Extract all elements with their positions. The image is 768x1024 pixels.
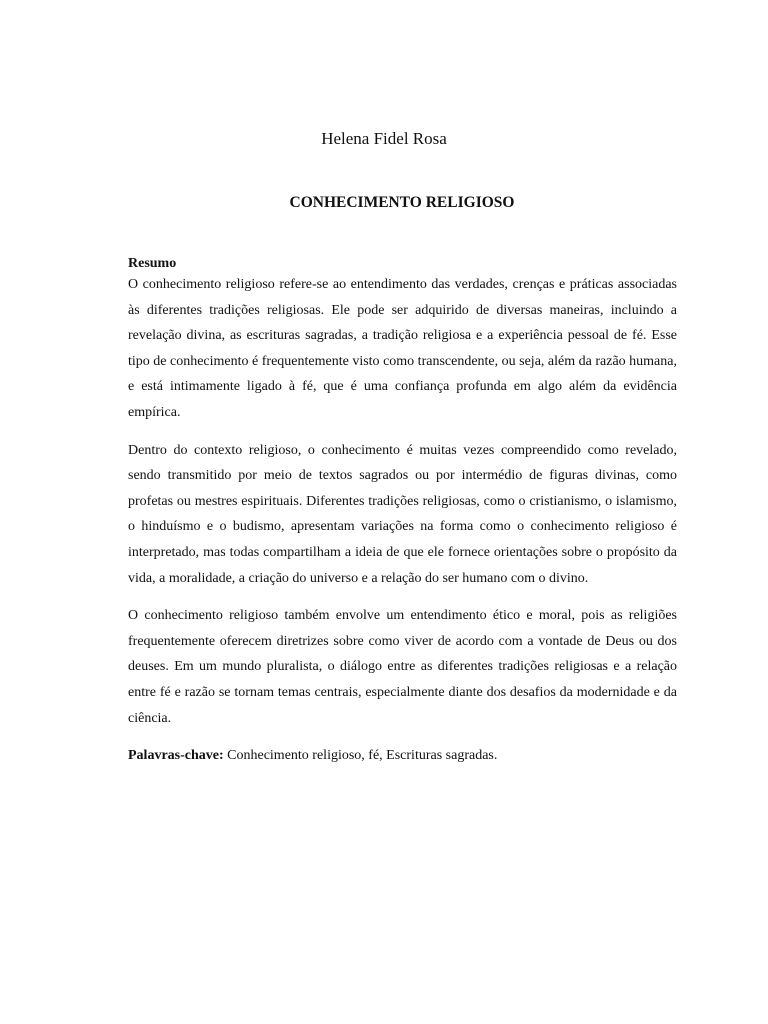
document-title: CONHECIMENTO RELIGIOSO xyxy=(289,194,515,211)
keywords-label: Palavras-chave: xyxy=(128,748,224,764)
author-name: Helena Fidel Rosa xyxy=(321,129,447,148)
keywords-text: Conhecimento religioso, fé, Escrituras sagradas. xyxy=(223,748,498,764)
abstract-section xyxy=(128,256,677,781)
keywords-line xyxy=(128,743,677,769)
abstract-heading: Resumo xyxy=(128,256,177,271)
abstract-paragraph-1: O conhecimento religioso refere-se ao entendimento das verdades, crenças e práticas associadas às diferentes tradições religiosas. Ele pode ser adquirido de diversas maneiras, incluindo a revelação divina, as escrituras sagradas, a tradição religiosa e a experiência pessoal de fé. Esse tipo de conhecimento é frequentemente visto como transcendente, ou seja, além da razão humana, e está intimamente ligado à fé, que é uma confiança profunda em algo além da evidência empírica. xyxy=(128,277,677,420)
abstract-paragraph-3: O conhecimento religioso também envolve um entendimento ético e moral, pois as religiões frequentemente oferecem diretrizes sobre como viver de acordo com a vontade de Deus ou dos deuses. Em um mundo pluralista, o diálogo entre as diferentes tradições religiosas e a relação entre fé e razão se tornam temas centrais, especialmente diante dos desafios da modernidade e da ciência. xyxy=(128,608,677,726)
abstract-paragraph-2: Dentro do contexto religioso, o conhecimento é muitas vezes compreendido como revelado, sendo transmitido por meio de textos sagrados ou por intermédio de figuras divinas, como profetas ou mestres espirituais. Diferentes tradições religiosas, como o cristianismo, o islamismo, o hinduísmo e o budismo, apresentam variações na forma como o conhecimento religioso é interpretado, mas todas compartilham a ideia de que ele fornece orientações sobre o propósito da vida, a moralidade, a criação do universo e a relação do ser humano com o divino. xyxy=(128,442,677,586)
